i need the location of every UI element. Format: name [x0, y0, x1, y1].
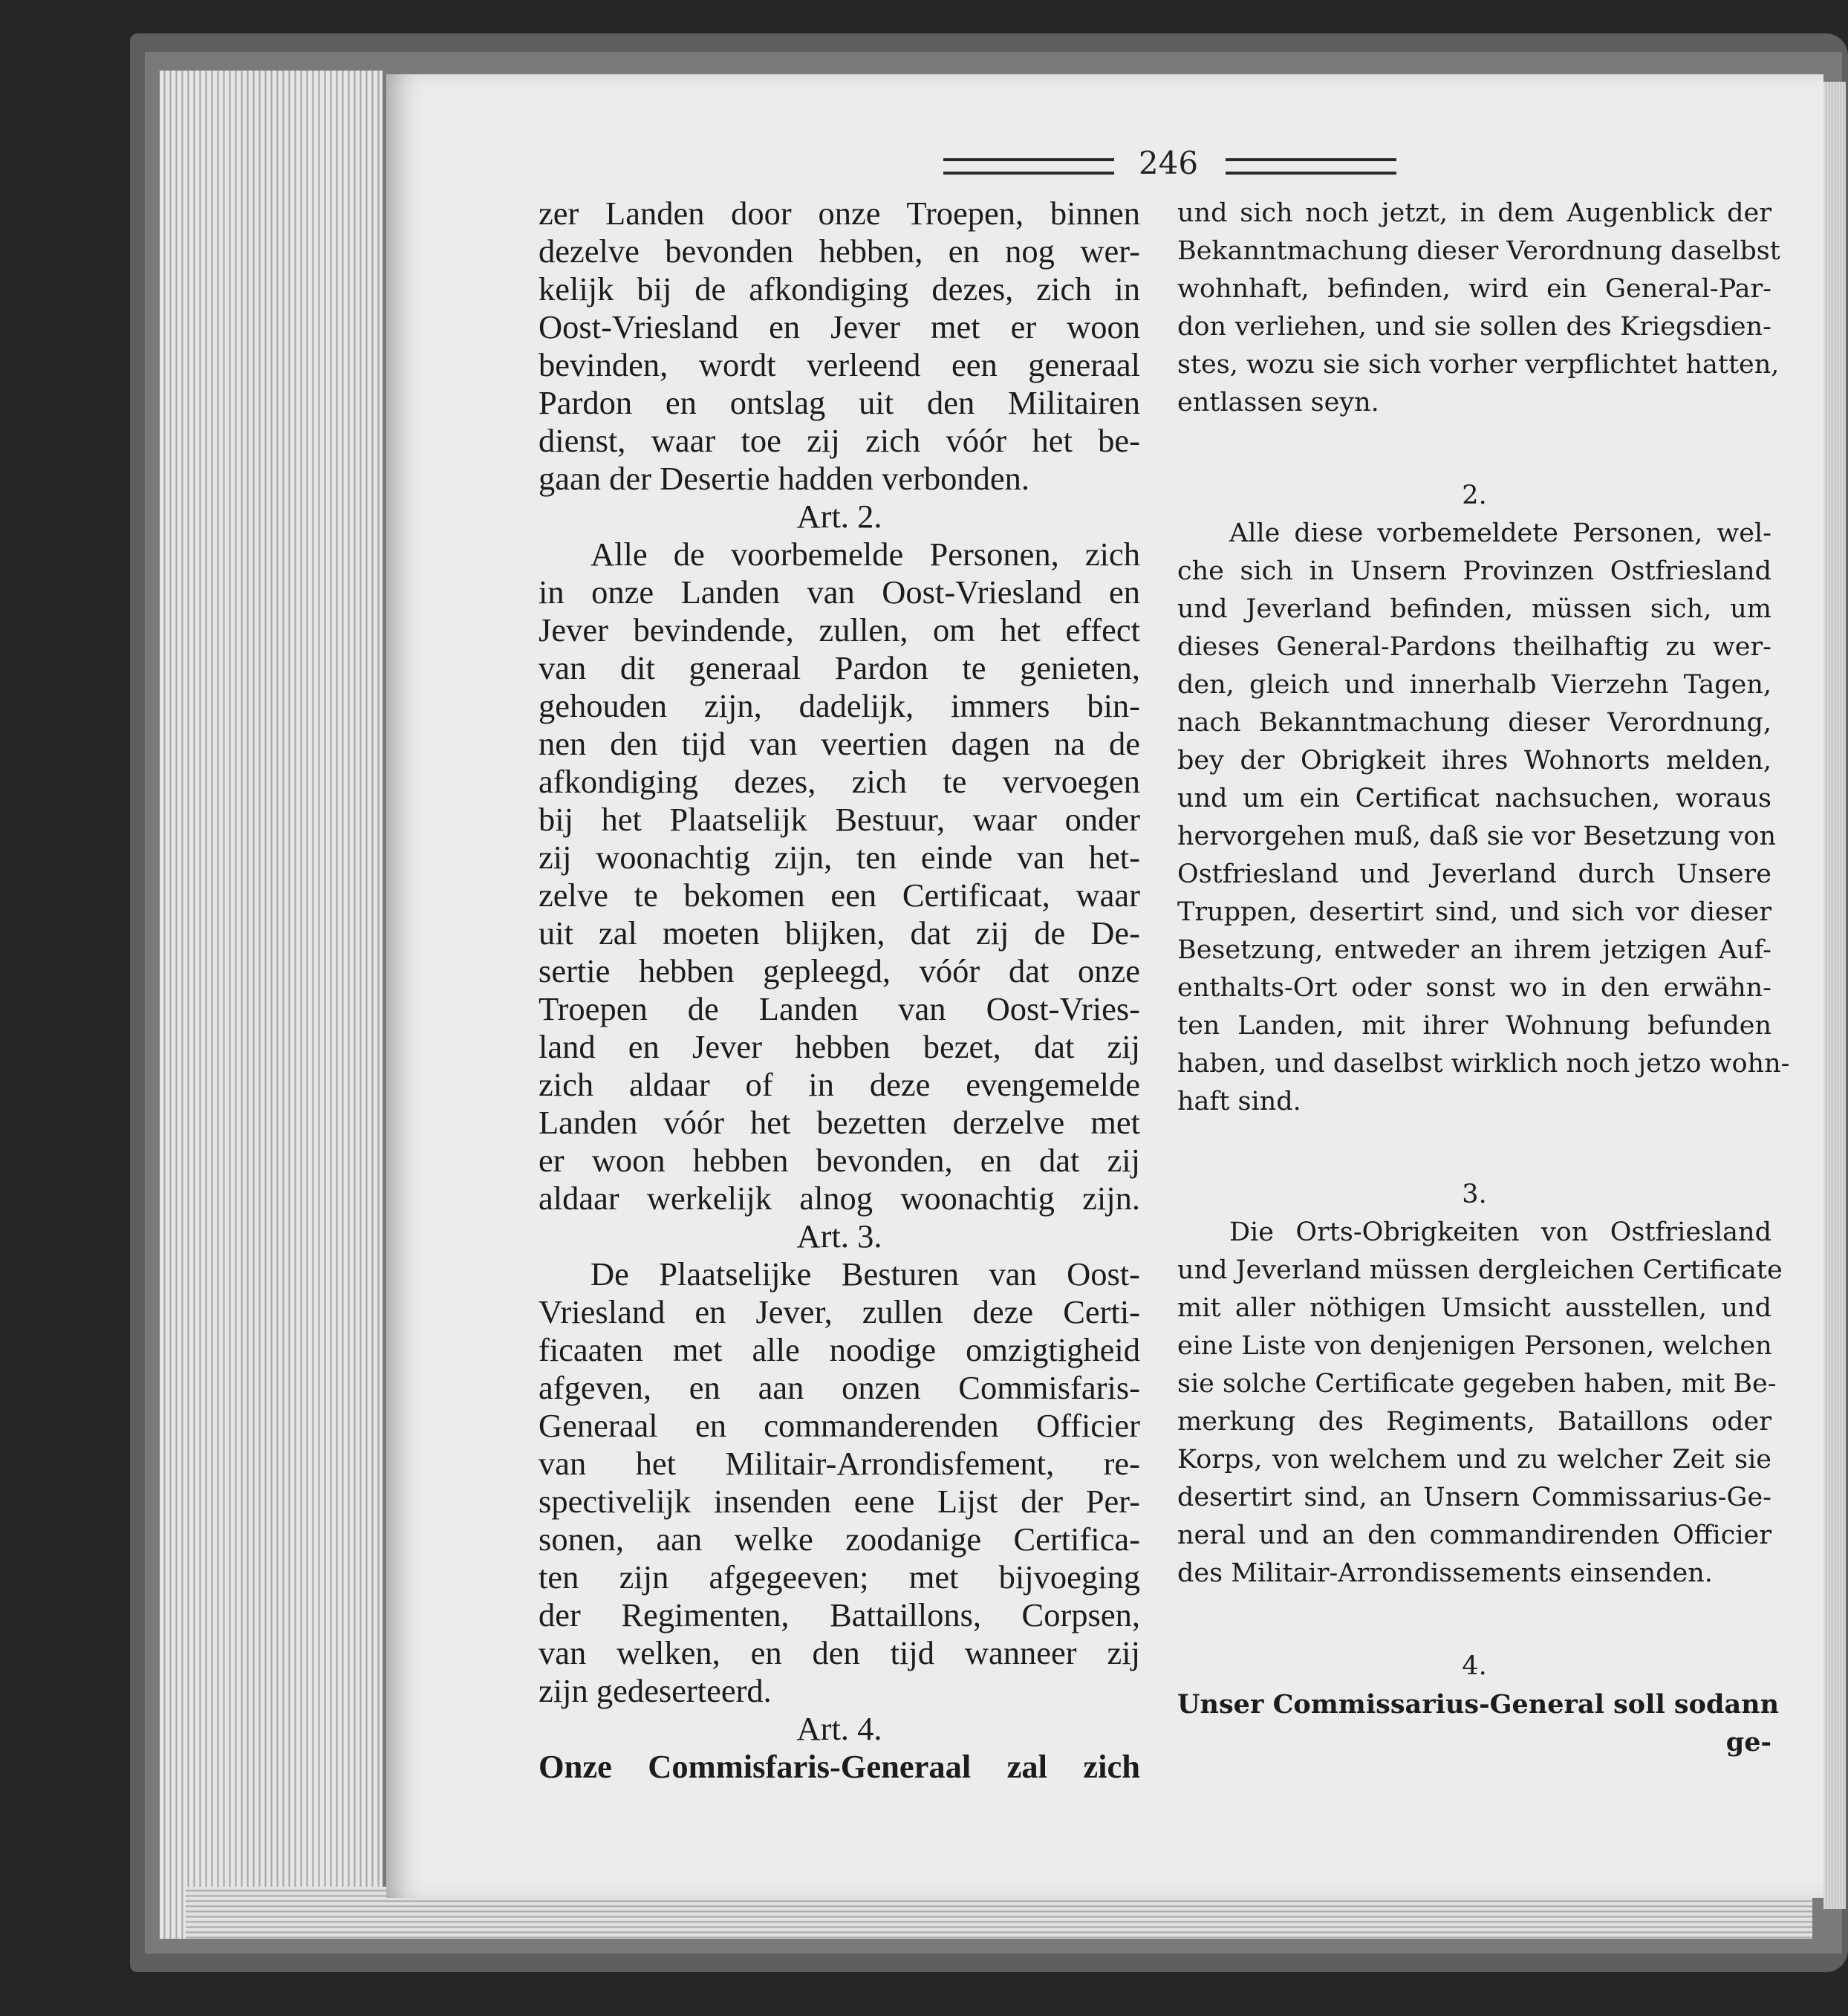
german-text-line: den, gleich und innerhalb Vierzehn Tagen,	[1177, 670, 1771, 700]
dutch-text-line: zelve te bekomen een Certificaat, waar	[539, 877, 1140, 914]
dutch-text-line: spectivelijk insenden eene Lijst der Per-	[539, 1483, 1140, 1520]
dutch-text-column	[539, 195, 1140, 1786]
dutch-text-line: zer Landen door onze Troepen, binnen	[539, 195, 1140, 232]
dutch-text-line: Art. 3.	[796, 1217, 882, 1255]
dutch-text-line: sertie hebben gepleegd, vóór dat onze	[539, 952, 1140, 989]
dutch-text-line: zijn gedeserteerd.	[539, 1672, 772, 1709]
german-text-line: wohnhaft, befinden, wird ein General-Par-	[1177, 274, 1771, 304]
dutch-text-line: afgeven, en aan onzen Commisfaris-	[539, 1369, 1140, 1406]
german-text-line: desertirt sind, an Unsern Commissarius-Ge-	[1177, 1483, 1771, 1512]
dutch-text-line: Pardon en ontslag uit den Militairen	[539, 384, 1140, 421]
paragraph-gap	[1177, 1121, 1771, 1176]
german-text-line: Unser Commissarius-General soll sodann	[1177, 1689, 1780, 1720]
dutch-text-line: Jever bevindende, zullen, om het effect	[539, 611, 1140, 648]
german-text-line: des Militair-Arrondissements einsenden.	[1177, 1558, 1713, 1588]
dutch-text-line: ficaaten met alle noodige omzigtigheid	[539, 1331, 1140, 1368]
dutch-text-line: van het Militair-Arrondisfement, re-	[539, 1445, 1140, 1482]
german-text-line: sie solche Certificate gegeben haben, mit Be-	[1177, 1369, 1777, 1399]
german-text-line: 4.	[1462, 1651, 1487, 1681]
german-text-line: und sich noch jetzt, in dem Augenblick der	[1177, 198, 1771, 228]
dutch-text-line: sonen, aan welke zoodanige Certifica-	[539, 1521, 1140, 1558]
german-text-line: Alle diese vorbemeldete Personen, wel-	[1229, 518, 1771, 548]
german-text-line: und Jeverland befinden, müssen sich, um	[1177, 594, 1771, 624]
dutch-text-line: aldaar werkelijk alnog woonachtig zijn.	[539, 1180, 1140, 1217]
dutch-text-line: van welken, en den tijd wanneer zij	[539, 1634, 1140, 1671]
paragraph-gap	[1177, 1593, 1771, 1648]
dutch-text-line: gaan der Desertie hadden verbonden.	[539, 460, 1030, 497]
dutch-text-line: dezelve bevonden hebben, en nog wer-	[539, 233, 1140, 270]
header-rule-left	[943, 158, 1114, 175]
dutch-text-line: afkondiging dezes, zich te vervoegen	[539, 763, 1140, 800]
dutch-text-line: Oost-Vriesland en Jever met er woon	[539, 308, 1140, 345]
dutch-text-line: bij het Plaatselijk Bestuur, waar onder	[539, 801, 1140, 838]
dutch-text-line: bevinden, wordt verleend een generaal	[539, 346, 1140, 383]
page-number: 246	[1138, 145, 1199, 181]
header-rule-right	[1226, 158, 1396, 175]
german-text-line: hervorgehen muß, daß sie vor Besetzung von	[1177, 822, 1777, 851]
german-text-line: don verliehen, und sie sollen des Kriegsdien-	[1177, 312, 1771, 342]
german-text-line: che sich in Unsern Provinzen Ostfriesland	[1177, 556, 1771, 586]
dutch-text-line: uit zal moeten blijken, dat zij de De-	[539, 914, 1140, 952]
dutch-text-line: Vriesland en Jever, zullen deze Certi-	[539, 1293, 1140, 1330]
german-text-line: Die Orts-Obrigkeiten von Ostfriesland	[1229, 1217, 1771, 1247]
dutch-text-line: zij woonachtig zijn, ten einde van het-	[539, 839, 1140, 876]
dutch-text-line: er woon hebben bevonden, en dat zij	[539, 1142, 1140, 1179]
german-text-line: 3.	[1462, 1180, 1487, 1209]
german-text-line: Ostfriesland und Jeverland durch Unsere	[1177, 859, 1771, 889]
page-header	[943, 145, 1419, 189]
german-text-line: stes, wozu sie sich vorher verpflichtet hatten,	[1177, 350, 1780, 380]
dutch-text-line: Onze Commisfaris-Generaal zal zich	[539, 1748, 1140, 1785]
german-text-line: Truppen, desertirt sind, und sich vor dieser	[1177, 897, 1771, 927]
german-text-line: haben, und daselbst wirklich noch jetzo wohn-	[1177, 1049, 1790, 1079]
dutch-text-line: Generaal en commanderenden Officier	[539, 1407, 1140, 1444]
dutch-text-line: der Regimenten, Battaillons, Corpsen,	[539, 1596, 1140, 1633]
german-text-line: mit aller nöthigen Umsicht ausstellen, und	[1177, 1293, 1771, 1323]
page-edges-right	[1823, 82, 1846, 1909]
german-text-line: dieses General-Pardons theilhaftig zu wer-	[1177, 632, 1771, 662]
german-text-line: und um ein Certificat nachsuchen, woraus	[1177, 784, 1771, 813]
german-text-line: merkung des Regiments, Bataillons oder	[1177, 1407, 1771, 1437]
german-text-line: neral und an den commandirenden Officier	[1177, 1521, 1771, 1550]
dutch-text-line: Troepen de Landen van Oost-Vries-	[539, 990, 1140, 1027]
dutch-text-line: nen den tijd van veertien dagen na de	[539, 725, 1140, 762]
german-text-line: nach Bekanntmachung dieser Verordnung,	[1177, 708, 1771, 738]
german-text-line: ten Landen, mit ihrer Wohnung befunden	[1177, 1011, 1771, 1041]
dutch-text-line: in onze Landen van Oost-Vriesland en	[539, 573, 1140, 611]
german-text-line: entlassen seyn.	[1177, 388, 1379, 417]
dutch-text-line: ten zijn afgegeeven; met bijvoeging	[539, 1558, 1140, 1596]
german-text-line: 2.	[1462, 481, 1487, 510]
dutch-text-line: Art. 4.	[796, 1710, 882, 1747]
dutch-text-line: van dit generaal Pardon te genieten,	[539, 649, 1140, 686]
german-text-line: Bekanntmachung dieser Verordnung daselbst	[1177, 236, 1780, 266]
german-text-column	[1177, 195, 1790, 1761]
dutch-text-line: land en Jever hebben bezet, dat zij	[539, 1028, 1140, 1065]
paragraph-gap	[1177, 422, 1771, 477]
dutch-text-line: gehouden zijn, dadelijk, immers bin-	[539, 687, 1140, 724]
german-text-line: Besetzung, entweder an ihrem jetzigen Auf-	[1177, 935, 1771, 965]
dutch-text-line: De Plaatselijke Besturen van Oost-	[590, 1255, 1140, 1292]
german-text-line: ge-	[1725, 1727, 1771, 1758]
dutch-text-line: kelijk bij de afkondiging dezes, zich in	[539, 270, 1140, 308]
german-text-line: enthalts-Ort oder sonst wo in den erwähn-	[1177, 973, 1771, 1003]
german-text-line: eine Liste von denjenigen Personen, welchen	[1177, 1331, 1772, 1361]
dutch-text-line: dienst, waar toe zij zich vóór het be-	[539, 422, 1140, 459]
german-text-line: und Jeverland müssen dergleichen Certificate	[1177, 1255, 1783, 1285]
dutch-text-line: Art. 2.	[796, 498, 882, 535]
dutch-text-line: zich aldaar of in deze evengemelde	[539, 1066, 1140, 1103]
dutch-text-line: Landen vóór het bezetten derzelve met	[539, 1104, 1140, 1141]
page-edges-left	[160, 71, 383, 1939]
dutch-text-line: Alle de voorbemelde Personen, zich	[590, 536, 1140, 573]
german-text-line: bey der Obrigkeit ihres Wohnorts melden,	[1177, 746, 1771, 775]
german-text-line: Korps, von welchem und zu welcher Zeit sie	[1177, 1445, 1771, 1474]
german-text-line: haft sind.	[1177, 1087, 1301, 1116]
